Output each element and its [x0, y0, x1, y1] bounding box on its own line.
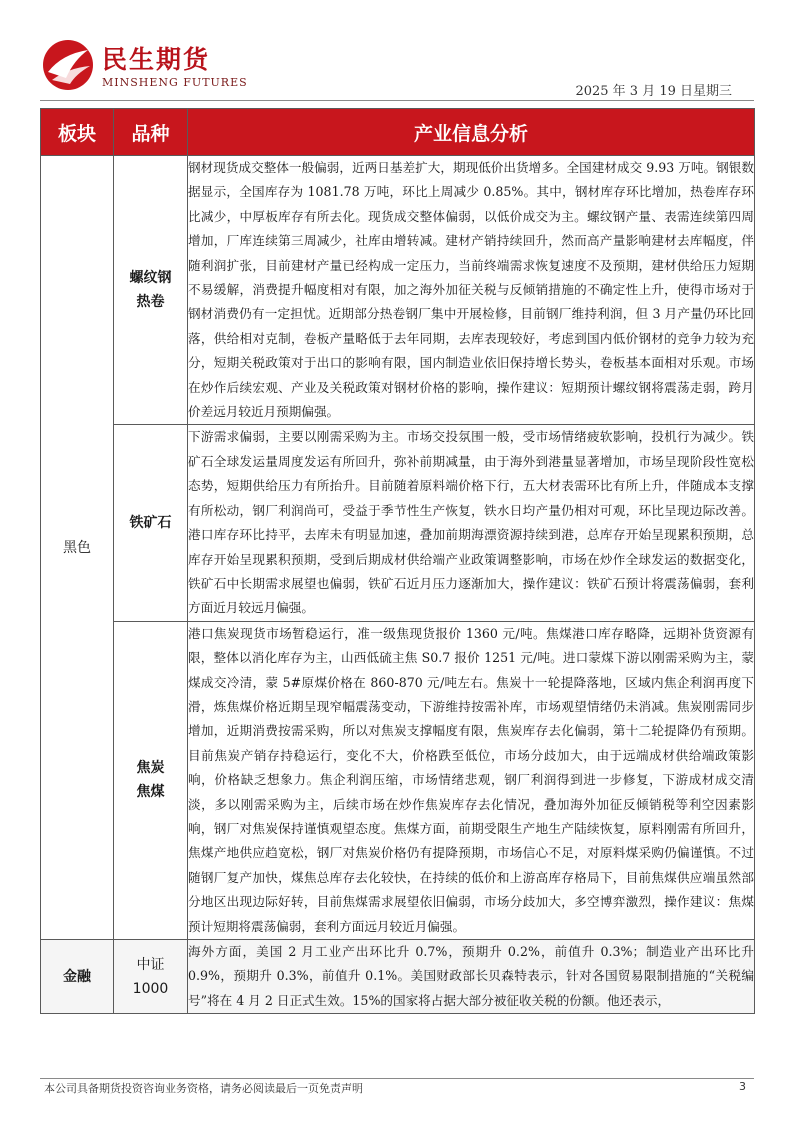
variety-cell-csi1000 [114, 940, 188, 1014]
analysis-cell-csi1000: 海外方面，美国 2 月工业产出环比升 0.7%，预期升 0.2%，前值升 0.3%；制造业产出环比升 0.9%，预期升 0.3%，前值升 0.1%。美国财政部长贝森特表示，针对各国贸易限制措施的“关税编号”将在 4 月 2 日正式生效。15%的国家将占据大部分被征收关税的份额。他还表示， [188, 940, 755, 1014]
variety-label: 焦炭 焦煤 [136, 760, 165, 801]
variety-cell-coke-coal [114, 621, 188, 939]
variety-cell-iron-ore [114, 425, 188, 621]
company-name-cn: 民生期货 [102, 45, 211, 74]
company-name-en: MINSHENG FUTURES [102, 76, 248, 89]
table-row [41, 425, 755, 621]
table-row [41, 940, 755, 1014]
variety-label: 中证 1000 [132, 956, 169, 997]
header-divider [40, 100, 754, 101]
analysis-cell-iron-ore: 下游需求偏弱，主要以刚需采购为主。市场交投氛围一般，受市场情绪疲软影响，投机行为减少。铁矿石全球发运量周度发运有所回升，弥补前期减量，由于海外到港量显著增加，市场呈现阶段性宽松态势，短期供给压力有所抬升。目前随着原料端价格下行，五大材表需环比有所上升，伴随成本支撑有所松动，钢厂利润尚可，受益于季节性生产恢复，铁水日均产量仍相对可观，环比呈现边际改善。港口库存环比持平，去库未有明显加速，叠加前期海漂资源持续到港，总库存开始呈现累积预期，总库存开始呈现累积预期，受到后期成材供给端产业政策调整影响，市场在炒作全球发运的数据变化，铁矿石中长期需求展望也偏弱，铁矿石近月压力逐渐加大，操作建议：铁矿石预计将震荡偏弱，套利方面近月较远月偏强。 [188, 425, 755, 621]
sector-cell-black: 黑色 [41, 156, 114, 940]
table-row [41, 621, 755, 939]
variety-label: 螺纹钢 热卷 [129, 270, 172, 311]
company-logo [40, 36, 260, 96]
page-header [40, 36, 754, 100]
variety-cell-rebar [114, 156, 188, 425]
variety-label: 铁矿石 [129, 515, 172, 532]
column-header-variety: 品种 [114, 109, 188, 156]
footer-divider [40, 1078, 754, 1079]
industry-analysis-table [40, 108, 755, 1014]
page-number: 3 [739, 1080, 746, 1093]
analysis-cell-coke-coal: 港口焦炭现货市场暂稳运行，准一级焦现货报价 1360 元/吨。焦煤港口库存略降，远期补货资源有限，整体以消化库存为主，山西低硫主焦 S0.7 报价 1251 元/吨。进口蒙煤下游以刚需采购为主，蒙煤成交冷清，蒙 5#原煤价格在 860-870 元/吨左右。焦炭十一轮提降落地，区域内焦企利润再度下滑，炼焦煤价格近期呈现窄幅震荡变动，下游维持按需补库，市场观望情绪仍未消减。焦炭刚需同步增加，近期消费按需采购，所以对焦炭支撑幅度有限，焦炭库存去化偏弱，第十二轮提降仍有预期。目前焦炭产销存持稳运行，变化不大，价格跌至低位，市场分歧加大，由于远端成材供给端政策影响，价格缺乏想象力。焦企利润压缩，市场情绪悲观，钢厂利润得到进一步修复，下游成材成交清淡，多以刚需采购为主，后续市场在炒作焦炭库存去化情况，叠加海外加征反倾销税等利空因素影响，钢厂对焦炭保持谨慎观望态度。焦煤方面，前期受限生产地生产陆续恢复，原料刚需有所回升，焦煤产地供应趋宽松，钢厂对焦炭价格仍有提降预期，市场信心不足，对原料煤采购仍偏谨慎。不过随钢厂复产加快，煤焦总库存去化较快，在持续的低价和上游高库存格局下，目前焦煤供应端虽然部分地区出现边际好转，目前焦煤需求展望依旧偏弱，市场分歧加大，多空博弈激烈，操作建议：焦煤预计短期将震荡偏弱，套利方面远月较近月偏强。 [188, 621, 755, 939]
sector-cell-finance: 金融 [41, 940, 114, 1014]
table-row [41, 156, 755, 425]
column-header-sector: 板块 [41, 109, 114, 156]
disclaimer-note: 本公司具备期货投资咨询业务资格，请务必阅读最后一页免责声明 [44, 1082, 363, 1095]
column-header-analysis: 产业信息分析 [188, 109, 755, 156]
minsheng-logo-icon [40, 38, 96, 92]
table-header-row [41, 109, 755, 156]
analysis-cell-rebar: 钢材现货成交整体一般偏弱，近两日基差扩大，期现低价出货增多。全国建材成交 9.93 万吨。钢银数据显示，全国库存为 1081.78 万吨，环比上周减少 0.85%。其中，钢材库存环比增加，热卷库存环比减少，中厚板库存有所去化。现货成交整体偏弱，以低价成交为主。螺纹钢产量、表需连续第四周增加，厂库连续第三周减少，社库由增转减。建材产销持续回升，然而高产量影响建材去库幅度，伴随利润扩张，目前建材产量已经构成一定压力，当前终端需求恢复速度不及预期，建材供给压力短期不易缓解，消费提升幅度相对有限，加之海外加征关税与反倾销措施的不确定性上升，使得市场对于钢材消费仍有一定担忧。近期部分热卷钢厂集中开展检修，目前钢厂维持利润，但 3 月产量仍环比回落，供给相对克制，卷板产量略低于去年同期，去库表现较好，考虑到国内低价钢材的竞争力较为充分，短期关税政策对于出口的影响有限，国内制造业依旧保持增长势头，卷板基本面相对乐观。市场在炒作后续宏观、产业及关税政策对钢材价格的影响，操作建议：短期预计螺纹钢将震荡走弱，跨月价差远月较近月预期偏强。 [188, 156, 755, 425]
report-date: 2025 年 3 月 19 日星期三 [575, 84, 732, 99]
